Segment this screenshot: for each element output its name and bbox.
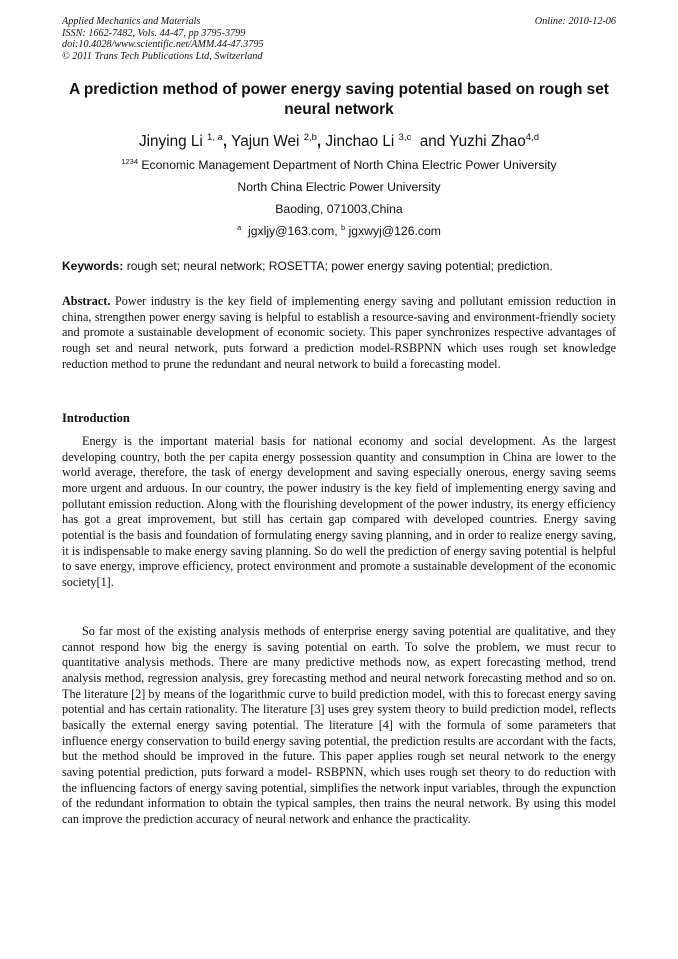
abstract-text: Power industry is the key field of implementing energy saving and pollutant emission reduction in china, strengthen power energy saving is helpful to establish a resource-saving and environment-friendly society and promote a sustainable development of economic society. This paper synchronizes respective advantages of rough set and neural network, puts forward a prediction model-RSBPNN which uses rough set knowledge reduction method to prune the redundant and neural network to build a forecasting model. [62,294,617,371]
paper-title: A prediction method of power energy saving potential based on rough set neural network [69,81,609,118]
author-affiliation-mark: 2,b [303,132,317,143]
section-heading-introduction: Introduction [62,411,130,425]
keywords-line [62,258,616,274]
author-name: Yuzhi Zhao [449,133,526,150]
author-name: Jinchao Li [325,133,395,150]
author-list: Jinying Li $^{1, a}$, Yajun Wei $^{2,b}$, Jinchao Li $^{3,c}$ and Yuzhi Zhao$^{4,d}$ [139,132,539,150]
online-date: Online: 2010-12-06 [534,16,616,27]
abstract-label: Abstract. [62,294,111,308]
author-name: Yajun Wei [231,133,300,150]
author-affiliation-mark: 1, a [207,132,223,143]
publication-header [62,16,616,62]
author-affiliation-mark: 4,d [525,132,539,143]
email-a: jgxljy@163.com, [248,224,338,238]
copyright-line: © 2011 Trans Tech Publications Ltd, Switzerland [62,50,263,62]
keywords-label: Keywords: [62,259,124,273]
journal-name: Applied Mechanics and Materials [62,16,201,27]
keywords-text: rough set; neural network; ROSETTA; power energy saving potential; prediction. [126,259,553,273]
author-emails: $^a$ jgxljy@163.com, $^b$ jgxwyj@126.com [237,223,441,238]
affiliation-university: North China Electric Power University [237,180,441,194]
introduction-paragraph: So far most of the existing analysis methods of enterprise energy saving potential are qualitative, and they cannot respond how big the energy is saving potential on earth. To solve the problem, we must recur to quantitative analysis methods. There are many predictive methods now, as expert forecasting method, trend analysis method, regression analysis, grey forecasting method and neural network forecasting method and so on. The literature [2] by means of the logarithmic curve to build prediction model, with this to forecast energy saving potential and has certain rationality. The literature [3] uses grey system theory to build prediction model, reflects basically the external energy saving potential. The literature [4] with the formula of some parameters that influence energy conservation to build energy saving potential, the prediction results are accordant with the facts, but the method should be improved in the future. This paper applies rough set neural network to the energy saving potential prediction, puts forward a model- RSBPNN, which uses rough set theory to do reduction with the influencing factors of energy saving potential, simplifies the network input variables, through the expunction of the redundant information to obtain the typical samples, then trains the neural network. By using this model can improve the prediction accuracy of neural network and enhance the practicality. [62,624,616,826]
introduction-paragraph: Energy is the important material basis for national economy and social development. As the largest developing country, both the per capita energy possession quantity and consumption in China are lower to the world average, therefore, the task of energy development and saving especially onerous, energy saving seems more urgent and arduous. In our country, the power industry is the key field of implementing energy saving and pollutant emission reduction. Along with the flourishing development of the power industry, its energy efficiency has got a great improvement, but still has certain gap compared with developed countries. Energy saving potential is the basis and foundation of formulating energy saving planning, and in order to realize energy saving, it is indispensable to make energy saving planning. So do well the prediction of energy saving potential is helpful to save energy, improve efficiency, protect environment and promote a sustainable development of the economic society[1]. [62,434,616,589]
author-affiliation-mark: 3,c [398,132,412,143]
author-name: Jinying Li [139,133,203,150]
email-b: jgxwyj@126.com [348,224,441,238]
issn-line: ISSN: 1662-7482, Vols. 44-47, pp 3795-3799 [62,27,246,39]
abstract-block [62,294,616,373]
doi-line: doi:10.4028/www.scientific.net/AMM.44-47.3795 [62,39,264,51]
affiliation-mark: 1234 [121,157,139,166]
affiliation-department: $^{1234}$ Economic Management Department of North China Electric Power University [121,157,557,172]
affiliation-city: Baoding, 071003,China [275,202,403,216]
